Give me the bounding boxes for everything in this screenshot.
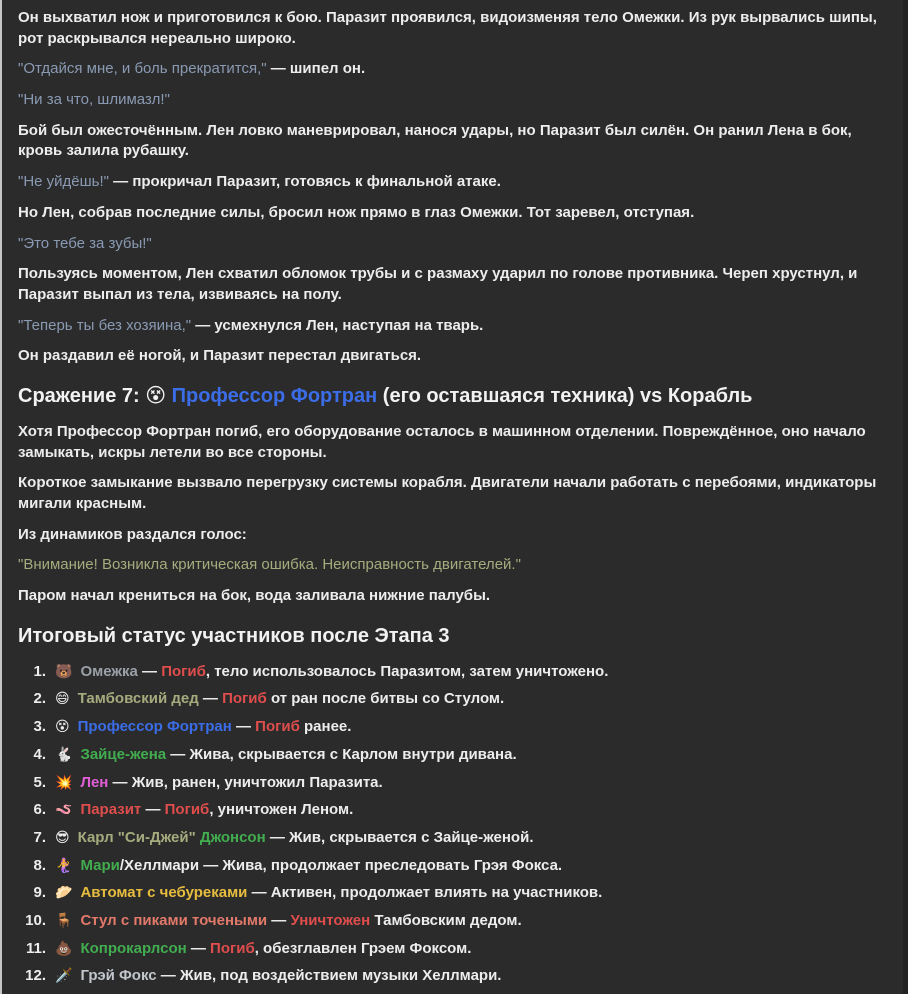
text-segment: —: [141, 801, 165, 819]
character-name: Паразит: [80, 801, 142, 819]
text-segment: Хотя Профессор Фортран погиб, его оборудование осталось в машинном отделении. Повреждённое, оно начало замыкать, искры летели во все стороны.: [18, 422, 866, 461]
text-segment: Паром начал крениться на бок, вода заливала нижние палубы.: [18, 587, 491, 605]
story-paragraph: [18, 59, 886, 80]
roster-number: 11.: [25, 939, 46, 957]
text-segment: Он выхватил нож и приготовился к бою. Паразит проявился, видоизменяя тело Омежки. Из рук вырвались шипы, рот раскрывался нереально широко.: [18, 9, 877, 47]
character-name: Мари: [80, 856, 120, 874]
poop-icon: 💩: [55, 939, 73, 956]
text-segment: Из динамиков раздался голос:: [18, 525, 247, 543]
dialogue-quote: "Ни за что, шлимазл!": [18, 91, 170, 109]
text-segment: ранее.: [299, 718, 352, 736]
text-segment: от ран после битвы со Стулом.: [266, 690, 505, 708]
roster-text: [80, 883, 886, 904]
roster-item: [18, 773, 886, 794]
story-paragraph: [18, 121, 886, 162]
text-segment: , обезглавлен Грэем Фоксом.: [254, 939, 472, 957]
roster-text: [78, 828, 886, 849]
text-segment: Тамбовским дедом.: [370, 911, 522, 929]
roster-item: [18, 828, 886, 849]
text-segment: —: [198, 690, 223, 708]
text-segment: Сражение 7:: [18, 384, 146, 407]
window-edge-left: [0, 0, 2, 994]
roster-item: [18, 662, 886, 683]
character-name: Карл "Си-Джей": [77, 828, 196, 846]
status-label: Уничтожен: [290, 911, 371, 929]
roster-text: [80, 800, 886, 821]
roster-number: 3.: [33, 718, 46, 736]
chair-icon: 🪑: [55, 911, 73, 928]
story-paragraph: [18, 422, 886, 463]
character-name: Омежка: [80, 662, 138, 680]
dialogue-quote: "Теперь ты без хозяина,": [18, 316, 192, 334]
roster-text: [80, 856, 886, 877]
roster-number: 9.: [33, 884, 46, 902]
roster-number: 4.: [33, 745, 46, 763]
roster-number: 1.: [33, 662, 46, 680]
roster-text: [80, 662, 886, 683]
roster-item: [18, 745, 886, 766]
story-paragraph: [18, 316, 886, 337]
sunglasses-face-icon: 😎: [55, 828, 70, 845]
text-segment: — Активен, продолжает влиять на участников.: [247, 884, 603, 902]
roster-text: [80, 939, 886, 960]
roster-item: [18, 856, 886, 877]
story-paragraph: [18, 90, 886, 111]
character-name: Стул с пиками точеными: [80, 911, 268, 929]
text-segment: — Жив, ранен, уничтожил Паразита.: [108, 773, 383, 791]
text-segment: Он раздавил её ногой, и Паразит перестал двигаться.: [18, 347, 422, 365]
dagger-icon: 🗡️: [55, 967, 73, 984]
roster-number: 7.: [33, 828, 46, 846]
character-link-fortran[interactable]: Профессор Фортран: [77, 718, 232, 736]
character-name: Автомат с чебуреками: [80, 884, 248, 902]
text-segment: , тело использовалось Паразитом, затем уничтожено.: [205, 662, 609, 680]
roster-list: [18, 662, 886, 987]
roster-number: 10.: [25, 911, 46, 929]
text-segment: Бой был ожесточённым. Лен ловко маневрировал, нанося удары, но Паразит был силён. Он ранил Лена в бок, кровь залила рубашку.: [18, 121, 852, 160]
status-heading: [18, 624, 886, 649]
text-segment: Итоговый статус участников после Этапа 3: [18, 624, 450, 647]
status-label: Погиб: [255, 718, 300, 736]
text-segment: —: [231, 718, 256, 736]
roster-text: [80, 911, 886, 932]
text-segment: , уничтожен Леном.: [209, 801, 354, 819]
text-segment: — Жив, скрывается с Зайце-женой.: [265, 828, 534, 846]
story-paragraph: [18, 586, 886, 607]
story-paragraph: [18, 234, 886, 255]
worm-icon: 🪱: [55, 801, 73, 818]
dizzy-face-icon: 😵: [145, 384, 172, 407]
roster-text: [80, 773, 886, 794]
text-segment: — усмехнулся Лен, наступая на тварь.: [191, 316, 484, 334]
text-segment: — Жив, под воздействием музыки Хеллмари.: [156, 967, 502, 985]
roster-item: [18, 800, 886, 821]
roster-number: 6.: [33, 801, 46, 819]
text-segment: —: [137, 662, 162, 680]
text-segment: (его оставшаяся техника) vs Корабль: [377, 384, 753, 407]
dialogue-quote: "Это тебе за зубы!": [18, 234, 152, 252]
character-link-fortran[interactable]: Профессор Фортран: [171, 384, 378, 407]
story-paragraph: [18, 525, 886, 546]
collision-icon: 💥: [55, 773, 73, 790]
text-segment: — Жива, скрывается с Карлом внутри дивана.: [166, 745, 517, 763]
character-name: Лен: [80, 773, 109, 791]
story-paragraph: [18, 172, 886, 193]
roster-text: [80, 745, 886, 766]
roster-item: [18, 883, 886, 904]
text-segment: Короткое замыкание вызвало перегрузку системы корабля. Двигатели начали работать с перебоями, индикаторы мигали красным.: [18, 474, 877, 512]
character-name: Джонсон: [199, 828, 266, 846]
story-paragraph: [18, 264, 886, 305]
status-label: Погиб: [164, 801, 210, 819]
text-segment: Пользуясь моментом, Лен схватил обломок трубы и с размаху ударил по голове противника. Череп хрустнул, и Паразит выпал из тела, извиваясь на полу.: [18, 265, 858, 303]
grinning-face-icon: 😄: [55, 690, 70, 707]
roster-item: [18, 689, 886, 710]
roster-text: [80, 966, 886, 987]
ship-announcement-quote: "Внимание! Возникла критическая ошибка. Неисправность двигателей.": [18, 556, 521, 574]
story-paragraph: [18, 203, 886, 224]
story-paragraph: [18, 473, 886, 514]
status-label: Погиб: [161, 662, 206, 680]
text-segment: —: [186, 939, 211, 957]
status-label: Погиб: [210, 939, 255, 957]
roster-number: 12.: [25, 967, 46, 985]
text-segment: —: [267, 911, 291, 929]
roster-number: 5.: [33, 773, 46, 791]
text-segment: Но Лен, собрав последние силы, бросил нож прямо в глаз Омежки. Тот заревел, отступая.: [18, 203, 695, 221]
status-label: Погиб: [222, 690, 267, 708]
text-segment: — шипел он.: [266, 60, 366, 78]
roster-number: 2.: [33, 690, 46, 708]
story-paragraph: [18, 555, 886, 576]
dizzy-face-icon: 😵: [55, 718, 70, 735]
story-paragraph: [18, 346, 886, 367]
mermaid-icon: 🧜‍♀️: [55, 856, 73, 873]
bear-icon: 🐻: [55, 662, 73, 679]
dumpling-icon: 🥟: [55, 884, 73, 901]
roster-item: [18, 717, 886, 738]
story-paragraph: [18, 8, 886, 49]
text-segment: — прокричал Паразит, готовясь к финальной атаке.: [108, 173, 501, 191]
roster-text: [78, 689, 886, 710]
scrollbar[interactable]: [903, 0, 908, 994]
character-name: Тамбовский дед: [77, 690, 199, 708]
roster-text: [78, 717, 886, 738]
roster-number: 8.: [33, 856, 46, 874]
roster-item: [18, 966, 886, 987]
dialogue-quote: "Не уйдёшь!": [18, 173, 109, 191]
character-name: Зайце-жена: [80, 745, 167, 763]
roster-item: [18, 911, 886, 932]
roster-item: [18, 939, 886, 960]
battle-7-heading: [18, 384, 886, 409]
rabbit-icon: 🐇: [55, 745, 73, 762]
dialogue-quote: "Отдайся мне, и боль прекратится,": [18, 60, 267, 78]
character-name: Грэй Фокс: [80, 967, 157, 985]
text-segment: /Хеллмари — Жива, продолжает преследовать Грэя Фокса.: [119, 856, 563, 874]
character-name: Копрокарлсон: [80, 939, 187, 957]
